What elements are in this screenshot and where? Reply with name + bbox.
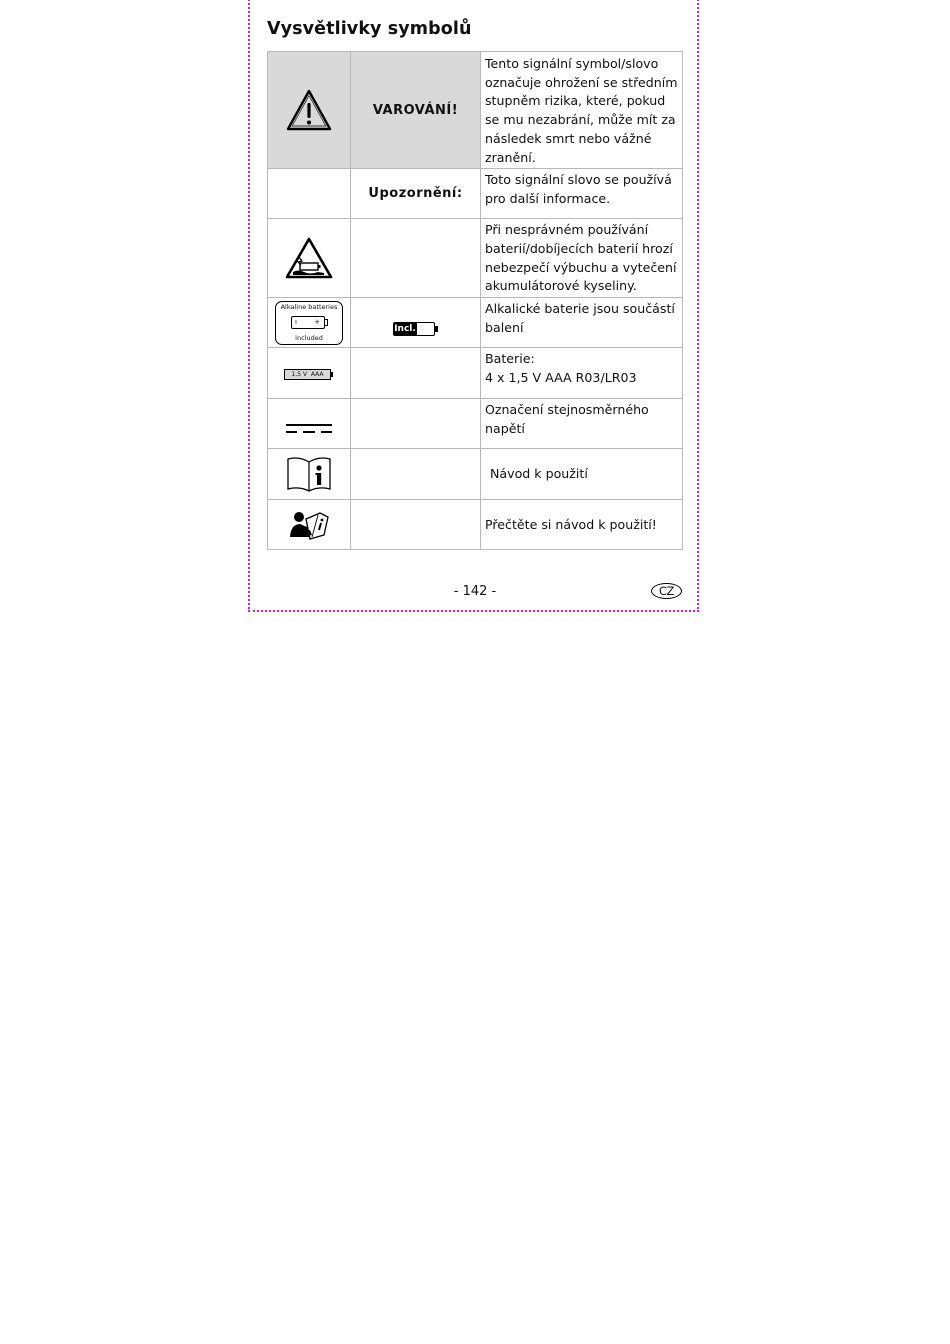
table-row xyxy=(268,298,683,348)
description-warning: Tento signální symbol/slovo označuje ohrožení se středním stupněm rizika, které, pokud se mu nezabrání, může mít za následek smrt nebo vážné zranění. xyxy=(481,52,683,169)
instruction-manual-icon xyxy=(285,456,333,492)
direct-current-icon xyxy=(286,423,332,435)
section-heading: Vysvětlivky symbolů xyxy=(267,19,472,39)
description-batteries-included: Alkalické baterie jsou součástí balení xyxy=(481,298,683,348)
table-row xyxy=(268,169,683,219)
battery-explosion-warning-icon xyxy=(284,236,334,280)
description-battery-type: Baterie: 4 x 1,5 V AAA R03/LR03 xyxy=(481,348,683,399)
description-battery-danger: Při nesprávném používání baterií/dobíjecích baterií hrozí nebezpečí výbuchu a vytečení akumulátorové kyseliny. xyxy=(481,219,683,298)
description-dc: Označení stejnosměrného napětí xyxy=(481,399,683,449)
description-manual: Návod k použití xyxy=(481,449,683,500)
read-manual-icon xyxy=(288,509,330,541)
table-row xyxy=(268,399,683,449)
alkaline-batteries-included-icon: Alkaline batteries ı + included xyxy=(275,301,343,345)
signal-word-note: Upozornění: xyxy=(351,169,481,219)
signal-word-warning: VAROVÁNÍ! xyxy=(351,52,481,169)
aaa-battery-icon: 1,5 V AAA xyxy=(284,369,334,380)
country-code-badge: CZ xyxy=(651,583,682,599)
description-note: Toto signální slovo se používá pro další informace. xyxy=(481,169,683,219)
table-row xyxy=(268,449,683,500)
battery-incl-icon: Incl. xyxy=(393,322,439,336)
table-row xyxy=(268,219,683,298)
description-read-manual: Přečtěte si návod k použití! xyxy=(481,500,683,550)
page-number: - 142 - xyxy=(453,584,497,599)
table-row xyxy=(268,348,683,399)
symbols-table xyxy=(267,51,683,550)
table-row xyxy=(268,500,683,550)
warning-triangle-icon xyxy=(285,88,333,132)
table-row xyxy=(268,52,683,169)
